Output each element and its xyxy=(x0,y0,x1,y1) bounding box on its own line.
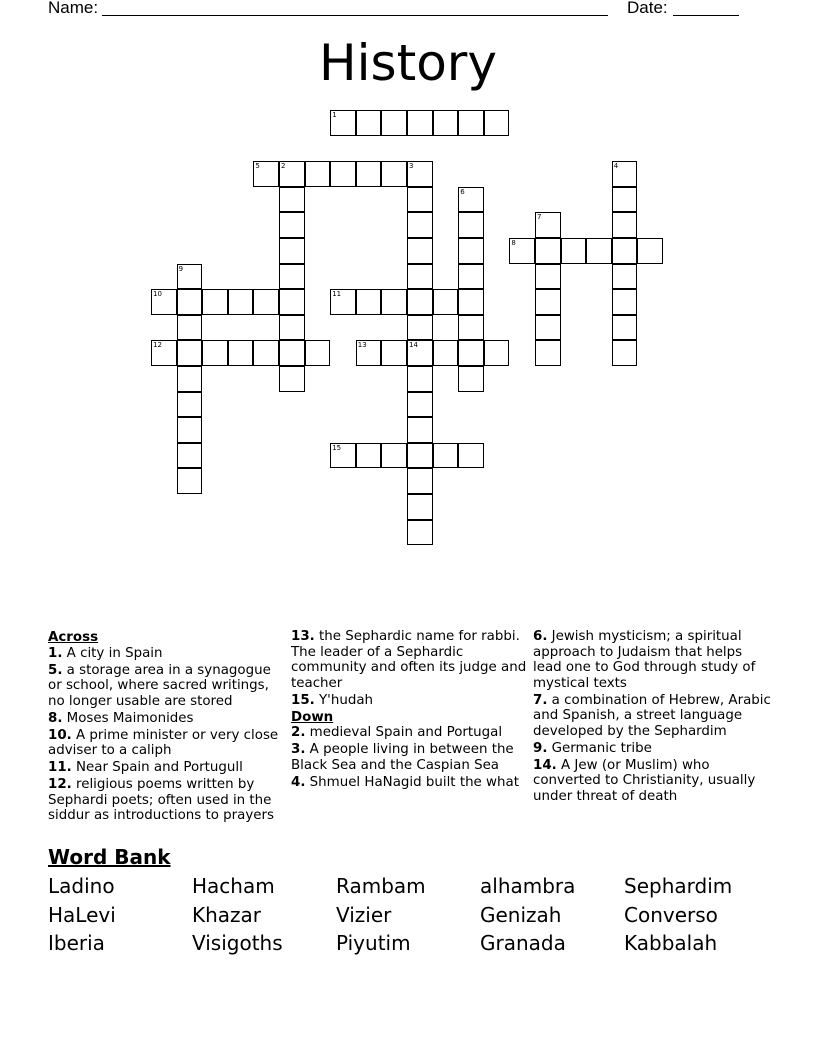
clue-number-label: 5 xyxy=(255,162,260,171)
crossword-cell[interactable] xyxy=(535,315,561,341)
crossword-cell[interactable] xyxy=(407,289,433,315)
clue-text: A Jew (or Muslim) who converted to Christianity, usually under threat of death xyxy=(533,757,756,804)
crossword-cell[interactable] xyxy=(407,340,433,366)
crossword-cell[interactable] xyxy=(509,238,535,264)
crossword-cell[interactable] xyxy=(177,315,203,341)
clue-number: 14. xyxy=(533,757,557,773)
crossword-cell[interactable] xyxy=(279,340,305,366)
crossword-cell[interactable] xyxy=(177,264,203,290)
crossword-cell[interactable] xyxy=(612,264,638,290)
word-bank-item: alhambra xyxy=(480,874,576,898)
date-label: Date: xyxy=(627,0,668,17)
word-bank-item: Iberia xyxy=(48,931,105,955)
clue-text: A prime minister or very close adviser to a caliph xyxy=(48,727,279,758)
word-bank-item: Converso xyxy=(624,903,718,927)
crossword-cell[interactable] xyxy=(177,468,203,494)
crossword-cell[interactable] xyxy=(612,187,638,213)
crossword-cell[interactable] xyxy=(458,366,484,392)
crossword-cell[interactable] xyxy=(612,161,638,187)
crossword-cell[interactable] xyxy=(279,264,305,290)
crossword-cell[interactable] xyxy=(535,340,561,366)
clue-number: 11. xyxy=(48,760,72,775)
clue-text: Shmuel HaNagid built the what xyxy=(309,774,519,790)
crossword-cell[interactable] xyxy=(407,520,433,546)
clue-number-label: 13 xyxy=(357,341,367,350)
crossword-cell[interactable] xyxy=(381,340,407,366)
clue-text: a storage area in a synagogue or school, where sacred writings, no longer usable are stored xyxy=(48,662,271,709)
clue-across-5 xyxy=(48,663,288,710)
clue-number-label: 3 xyxy=(409,162,414,171)
crossword-cell[interactable] xyxy=(458,110,484,136)
crossword-cell[interactable] xyxy=(151,289,177,315)
clue-down-9 xyxy=(533,741,771,757)
crossword-cell[interactable] xyxy=(151,340,177,366)
crossword-cell[interactable] xyxy=(458,340,484,366)
clues-column-1 xyxy=(48,629,288,825)
word-bank-item: Ladino xyxy=(48,874,115,898)
clue-number-label: 8 xyxy=(511,239,516,247)
clue-text: A people living in between the Black Sea and the Caspian Sea xyxy=(291,742,514,773)
crossword-cell[interactable] xyxy=(381,161,407,187)
crossword-cell[interactable] xyxy=(356,289,382,315)
crossword-cell[interactable] xyxy=(407,315,433,341)
word-bank-item: Kabbalah xyxy=(624,931,718,955)
crossword-cell[interactable] xyxy=(177,417,203,443)
crossword-cell[interactable] xyxy=(177,443,203,469)
clue-number-label: 12 xyxy=(153,341,162,350)
crossword-cell[interactable] xyxy=(612,315,638,341)
clue-number: 13. xyxy=(291,629,315,644)
crossword-cell[interactable] xyxy=(407,366,433,392)
crossword-cell[interactable] xyxy=(407,264,433,290)
clue-text: the Sephardic name for rabbi. The leader of a Sephardic community and often its judge and teacher xyxy=(291,629,527,691)
crossword-cell[interactable] xyxy=(458,187,484,213)
page-title: History xyxy=(319,34,497,92)
crossword-cell[interactable] xyxy=(458,289,484,315)
crossword-cell[interactable] xyxy=(535,289,561,315)
crossword-cell[interactable] xyxy=(612,212,638,238)
clue-text: medieval Spain and Portugal xyxy=(309,725,503,740)
crossword-cell[interactable] xyxy=(433,340,459,366)
crossword-cell[interactable] xyxy=(177,289,203,315)
clues-column-2 xyxy=(291,629,529,792)
clue-number-label: 10 xyxy=(153,290,162,299)
crossword-cell[interactable] xyxy=(484,340,510,366)
clue-number: 7. xyxy=(533,692,548,708)
crossword-cell[interactable] xyxy=(330,161,356,187)
clue-text: religious poems written by Sephardi poets; often used in the siddur as introductions to prayers xyxy=(48,777,275,823)
crossword-cell[interactable] xyxy=(356,110,382,136)
clue-text: Germanic tribe xyxy=(551,740,652,756)
crossword-cell[interactable] xyxy=(330,289,356,315)
clue-text: Near Spain and Portugull xyxy=(76,760,243,775)
crossword-cell[interactable] xyxy=(612,340,638,366)
crossword-cell[interactable] xyxy=(279,238,305,264)
crossword-cell[interactable] xyxy=(433,289,459,315)
clue-number: 4. xyxy=(291,774,306,790)
clue-number-label: 15 xyxy=(332,443,342,452)
crossword-cell[interactable] xyxy=(330,110,356,136)
clue-down-3 xyxy=(291,742,529,773)
crossword-cell[interactable] xyxy=(279,212,305,238)
crossword-cell[interactable] xyxy=(407,212,433,238)
crossword-cell[interactable] xyxy=(177,392,203,418)
crossword-cell[interactable] xyxy=(356,161,382,187)
crossword-cell[interactable] xyxy=(177,340,203,366)
crossword-cell[interactable] xyxy=(586,238,612,264)
clue-text: Jewish mysticism; a spiritual approach to Judaism that helps lead one to God through study of mystical texts xyxy=(533,629,756,691)
crossword-cell[interactable] xyxy=(305,340,331,366)
crossword-cell[interactable] xyxy=(458,238,484,264)
name-label: Name: xyxy=(48,0,99,17)
crossword-cell[interactable] xyxy=(535,212,561,238)
clue-across-1 xyxy=(48,646,288,662)
crossword-cell[interactable] xyxy=(535,238,561,264)
crossword-cell[interactable] xyxy=(202,340,228,366)
clue-number: 10. xyxy=(48,727,72,743)
clue-across-10 xyxy=(48,728,288,759)
crossword-cell[interactable] xyxy=(177,366,203,392)
crossword-cell[interactable] xyxy=(407,443,433,469)
crossword-cell[interactable] xyxy=(356,443,382,469)
crossword-cell[interactable] xyxy=(407,392,433,418)
crossword-cell[interactable] xyxy=(279,315,305,341)
crossword-cell[interactable] xyxy=(407,238,433,264)
clue-number: 5. xyxy=(48,662,63,678)
word-bank-item: Vizier xyxy=(336,903,392,927)
clues-column-3 xyxy=(533,629,771,806)
word-bank-item: Granada xyxy=(480,931,566,955)
down-heading: Down xyxy=(291,709,334,725)
clue-text: a combination of Hebrew, Arabic and Spanish, a street language developed by the Sephardim xyxy=(533,692,771,739)
crossword-cell[interactable] xyxy=(279,289,305,315)
clue-number: 6. xyxy=(533,629,548,644)
clue-number-label: 1 xyxy=(332,111,337,119)
crossword-cell[interactable] xyxy=(561,238,587,264)
crossword-cell[interactable] xyxy=(253,161,279,187)
crossword-cell[interactable] xyxy=(407,494,433,520)
clue-down-2 xyxy=(291,725,529,741)
word-bank-item: Rambam xyxy=(336,874,426,898)
crossword-cell[interactable] xyxy=(305,161,331,187)
word-bank-item: HaLevi xyxy=(48,903,116,927)
clue-number: 2. xyxy=(291,725,306,740)
clue-across-13 xyxy=(291,629,529,691)
clue-across-15 xyxy=(291,693,529,709)
crossword-cell[interactable] xyxy=(253,340,279,366)
crossword-cell[interactable] xyxy=(381,443,407,469)
clue-down-14 xyxy=(533,758,771,805)
clue-number-label: 6 xyxy=(460,187,465,196)
word-bank-item: Piyutim xyxy=(336,931,411,955)
crossword-cell[interactable] xyxy=(458,443,484,469)
crossword-cell[interactable] xyxy=(279,366,305,392)
crossword-cell[interactable] xyxy=(202,289,228,315)
clue-number: 15. xyxy=(291,692,315,708)
clue-down-4 xyxy=(291,775,529,791)
crossword-cell[interactable] xyxy=(279,161,305,187)
clue-number: 8. xyxy=(48,710,63,726)
clue-across-11 xyxy=(48,760,288,776)
crossword-cell[interactable] xyxy=(433,443,459,469)
crossword-cell[interactable] xyxy=(612,289,638,315)
clue-number-label: 2 xyxy=(281,162,286,171)
clue-number-label: 11 xyxy=(332,290,342,299)
crossword-cell[interactable] xyxy=(407,161,433,187)
crossword-cell[interactable] xyxy=(407,417,433,443)
clue-text: A city in Spain xyxy=(66,645,163,661)
word-bank-item: Genizah xyxy=(480,903,562,927)
clue-number-label: 7 xyxy=(537,213,542,222)
across-heading: Across xyxy=(48,630,99,645)
crossword-cell[interactable] xyxy=(407,110,433,136)
clue-text: Y'hudah xyxy=(319,692,374,708)
clue-down-7 xyxy=(533,693,771,740)
crossword-cell[interactable] xyxy=(535,264,561,290)
clue-number-label: 9 xyxy=(178,264,184,273)
crossword-cell[interactable] xyxy=(458,212,484,238)
crossword-cell[interactable] xyxy=(458,264,484,290)
crossword-cell[interactable] xyxy=(253,289,279,315)
word-bank-item: Visigoths xyxy=(192,931,283,955)
word-bank-title: Word Bank xyxy=(48,845,171,869)
crossword-cell[interactable] xyxy=(458,315,484,341)
clue-number: 9. xyxy=(533,740,548,756)
crossword-cell[interactable] xyxy=(381,110,407,136)
word-bank-item: Khazar xyxy=(192,903,262,927)
crossword-cell[interactable] xyxy=(330,443,356,469)
clue-across-12 xyxy=(48,777,288,824)
clue-number: 12. xyxy=(48,777,72,792)
crossword-cell[interactable] xyxy=(484,110,510,136)
crossword-cell[interactable] xyxy=(228,289,254,315)
crossword-cell[interactable] xyxy=(228,340,254,366)
clue-across-8 xyxy=(48,711,288,727)
clue-number-label: 4 xyxy=(613,162,619,171)
crossword-cell[interactable] xyxy=(407,187,433,213)
crossword-cell[interactable] xyxy=(612,238,638,264)
clue-number: 3. xyxy=(291,742,306,757)
crossword-cell[interactable] xyxy=(407,468,433,494)
crossword-cell[interactable] xyxy=(279,187,305,213)
crossword-cell[interactable] xyxy=(381,289,407,315)
clue-down-6 xyxy=(533,629,771,691)
clue-text: Moses Maimonides xyxy=(66,710,194,726)
word-bank-item: Hacham xyxy=(192,874,275,898)
crossword-cell[interactable] xyxy=(637,238,663,264)
crossword-cell[interactable] xyxy=(356,340,382,366)
clue-number: 1. xyxy=(48,645,63,661)
clue-number-label: 14 xyxy=(409,341,418,350)
word-bank-item: Sephardim xyxy=(624,874,733,898)
crossword-cell[interactable] xyxy=(433,110,459,136)
